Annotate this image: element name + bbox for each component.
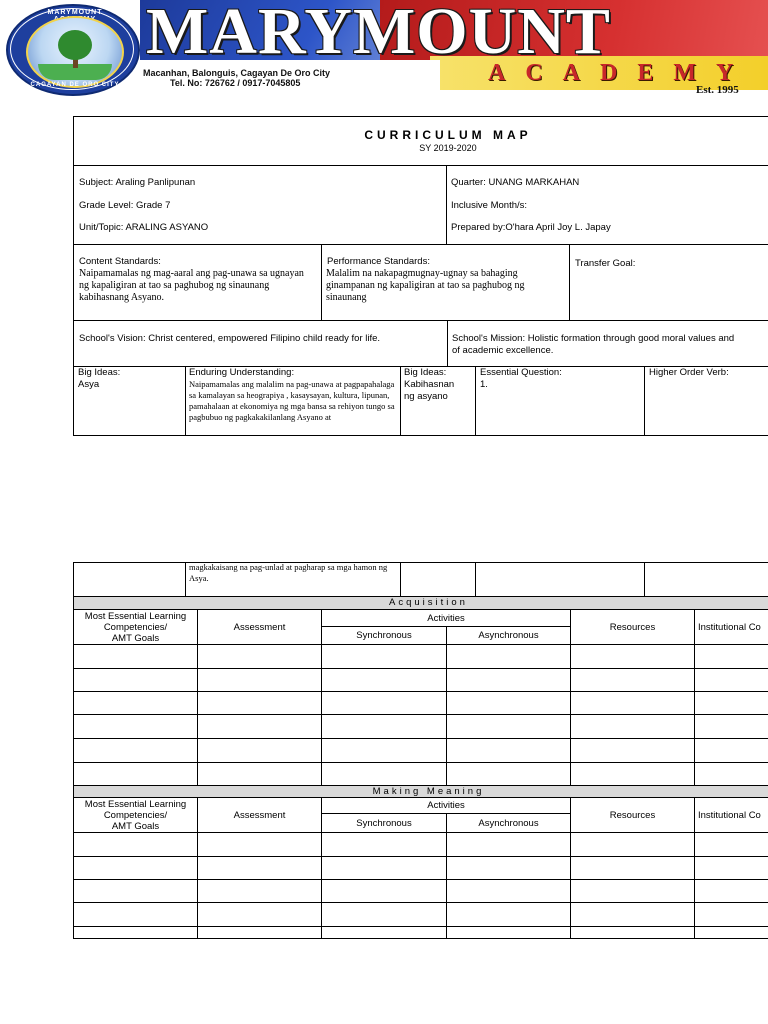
- mm-institutional-header: Institutional Co: [694, 797, 768, 833]
- acq-table-cell: [446, 691, 571, 715]
- mm-table-cell: [446, 926, 571, 939]
- school-vision: School's Vision: Christ centered, empowered Filipino child ready for life.: [79, 333, 381, 344]
- logo-emblem: [26, 16, 124, 88]
- mm-table-cell: [446, 879, 571, 903]
- performance-standards-label: Performance Standards:: [327, 256, 430, 267]
- mm-table-cell: [197, 879, 322, 903]
- acq-table-cell: [73, 644, 198, 669]
- transfer-goal-label: Transfer Goal:: [575, 258, 636, 269]
- acq-table-cell: [694, 738, 768, 763]
- school-logo: [6, 4, 140, 96]
- acq-melc-line3: AMT Goals: [111, 632, 160, 644]
- mm-table-cell: [197, 856, 322, 880]
- acq-table-cell: [321, 691, 447, 715]
- tree-icon: [58, 30, 92, 60]
- acq-table-cell: [570, 668, 695, 692]
- acq-table-cell: [321, 762, 447, 787]
- continued-cell-5: [644, 562, 768, 597]
- acq-table-cell: [197, 644, 322, 669]
- acq-institutional-header: Institutional Co: [694, 609, 768, 645]
- mm-table-cell: [321, 902, 447, 927]
- acq-table-cell: [197, 668, 322, 692]
- acq-melc-header: [73, 609, 198, 645]
- mm-table-cell: [570, 902, 695, 927]
- enduring-understanding-label: Enduring Understanding:: [189, 367, 295, 378]
- mm-table-cell: [694, 926, 768, 939]
- big-ideas-value: Asya: [78, 379, 100, 390]
- continued-cell-3: [400, 562, 476, 597]
- acq-table-cell: [570, 738, 695, 763]
- acq-asynchronous-header: Asynchronous: [446, 626, 571, 645]
- acq-table-cell: [446, 668, 571, 692]
- mm-table-cell: [197, 832, 322, 857]
- continued-cell-4: [475, 562, 645, 597]
- acq-table-cell: [321, 668, 447, 692]
- essential-question-label: Essential Question:: [480, 367, 562, 378]
- making-meaning-section-header: Making Meaning: [73, 785, 768, 798]
- acq-table-cell: [321, 738, 447, 763]
- acq-table-cell: [73, 714, 198, 739]
- mm-activities-header: Activities: [321, 797, 571, 814]
- essential-question-value: 1.: [480, 379, 488, 390]
- mm-table-cell: [446, 832, 571, 857]
- logo-bottom-text: CAGAYAN DE ORO CITY: [30, 82, 120, 88]
- acq-table-cell: [73, 762, 198, 787]
- mm-table-cell: [570, 832, 695, 857]
- acq-table-cell: [73, 668, 198, 692]
- mm-table-cell: [73, 926, 198, 939]
- acq-table-cell: [570, 691, 695, 715]
- performance-standards-text: Malalim na nakapagmugnay-ugnay sa bahaging ginampanan ng kapaligiran at tao sa paghubog ng sinaunang: [326, 268, 525, 303]
- acq-table-cell: [197, 762, 322, 787]
- acq-table-cell: [321, 644, 447, 669]
- mm-table-cell: [446, 902, 571, 927]
- acq-table-cell: [446, 644, 571, 669]
- acq-table-cell: [197, 714, 322, 739]
- mm-synchronous-header: Synchronous: [321, 813, 447, 833]
- inclusive-months-field: Inclusive Month/s:: [451, 200, 528, 211]
- mm-melc-line2: Competencies/: [103, 809, 168, 821]
- mm-table-cell: [446, 856, 571, 880]
- big-ideas-2-value-1: Kabihasnan: [404, 379, 455, 390]
- acq-resources-header: Resources: [570, 609, 695, 645]
- acq-melc-line1: Most Essential Learning: [84, 610, 187, 622]
- acq-table-cell: [197, 691, 322, 715]
- acq-table-cell: [446, 762, 571, 787]
- mm-table-cell: [73, 902, 198, 927]
- established-year: Est. 1995: [696, 84, 739, 96]
- acq-assessment-header: Assessment: [197, 609, 322, 645]
- school-mission-line2: of academic excellence.: [452, 345, 554, 356]
- school-year: SY 2019-2020: [419, 143, 477, 153]
- school-subtitle: ACADEMY: [488, 60, 754, 86]
- big-ideas-label: Big Ideas:: [78, 367, 121, 378]
- acq-table-cell: [570, 644, 695, 669]
- transfer-goal-box: [569, 244, 768, 321]
- mm-table-cell: [570, 856, 695, 880]
- document-title: CURRICULUM MAP: [364, 128, 532, 142]
- mm-table-cell: [694, 856, 768, 880]
- big-ideas-2-label: Big Ideas:: [404, 367, 447, 378]
- acq-table-cell: [73, 738, 198, 763]
- continued-cell-1: [73, 562, 186, 597]
- higher-order-verb-label: Higher Order Verb:: [649, 367, 729, 378]
- unit-topic-field: Unit/Topic: ARALING ASYANO: [79, 222, 209, 233]
- school-telephone: Tel. No: 726762 / 0917-7045805: [170, 78, 301, 88]
- school-banner: [0, 0, 768, 98]
- acq-melc-line2: Competencies/: [103, 621, 168, 633]
- mm-table-cell: [321, 856, 447, 880]
- acq-table-cell: [570, 714, 695, 739]
- acq-table-cell: [73, 691, 198, 715]
- mm-table-cell: [694, 832, 768, 857]
- quarter-field: Quarter: UNANG MARKAHAN: [451, 177, 580, 188]
- big-ideas-2-value-2: ng asyano: [404, 391, 448, 402]
- mm-melc-header: [73, 797, 198, 833]
- mm-table-cell: [570, 926, 695, 939]
- mm-melc-line1: Most Essential Learning: [84, 798, 187, 810]
- acq-table-cell: [694, 762, 768, 787]
- mm-table-cell: [73, 856, 198, 880]
- grade-level-field: Grade Level: Grade 7: [79, 200, 171, 211]
- content-standards-label: Content Standards:: [79, 256, 161, 267]
- mm-table-cell: [570, 879, 695, 903]
- acq-table-cell: [321, 714, 447, 739]
- mm-table-cell: [694, 879, 768, 903]
- acq-table-cell: [694, 714, 768, 739]
- mm-table-cell: [73, 832, 198, 857]
- enduring-understanding-continued: magkakaisang na pag-unlad at pagharap sa mga hamon ng Asya.: [189, 562, 388, 583]
- acq-table-cell: [446, 714, 571, 739]
- mm-assessment-header: Assessment: [197, 797, 322, 833]
- acq-table-cell: [446, 738, 571, 763]
- acq-table-cell: [694, 644, 768, 669]
- mm-table-cell: [197, 902, 322, 927]
- mm-table-cell: [321, 926, 447, 939]
- mm-melc-line3: AMT Goals: [111, 820, 160, 832]
- mm-table-cell: [197, 926, 322, 939]
- mm-resources-header: Resources: [570, 797, 695, 833]
- school-name: MARYMOUNT: [146, 0, 611, 68]
- mm-table-cell: [321, 879, 447, 903]
- subject-field: Subject: Araling Panlipunan: [79, 177, 196, 188]
- acq-table-cell: [694, 691, 768, 715]
- mm-table-cell: [321, 832, 447, 857]
- acq-synchronous-header: Synchronous: [321, 626, 447, 645]
- acq-table-cell: [197, 738, 322, 763]
- school-mission-line1: School's Mission: Holistic formation through good moral values and: [452, 333, 735, 344]
- content-standards-text: Naipamamalas ng mag-aaral ang pag-unawa sa ugnayan ng kapaligiran at tao sa paghubog ng sinaunang kabihasnang Asyano.: [79, 268, 304, 303]
- mm-table-cell: [73, 879, 198, 903]
- prepared-by-field: Prepared by:O'hara April Joy L. Japay: [451, 222, 611, 233]
- logo-top-text: MARYMOUNT: [47, 9, 103, 16]
- acq-activities-header: Activities: [321, 609, 571, 627]
- acquisition-section-header: Acquisition: [73, 596, 768, 610]
- acq-table-cell: [570, 762, 695, 787]
- acq-table-cell: [694, 668, 768, 692]
- school-address: Macanhan, Balonguis, Cagayan De Oro City: [143, 68, 331, 78]
- mm-table-cell: [694, 902, 768, 927]
- enduring-understanding-text: Naipamamalas ang malalim na pag-unawa at pagpapahalaga sa kamalayan sa heograpiya , kasaysayan, kultura, lipunan, pamahalaan at ekonomiya ng mga bansa sa rehiyon tungo sa pagbubuo ng pagkakakilanlang Asyano at: [189, 379, 395, 422]
- mm-asynchronous-header: Asynchronous: [446, 813, 571, 833]
